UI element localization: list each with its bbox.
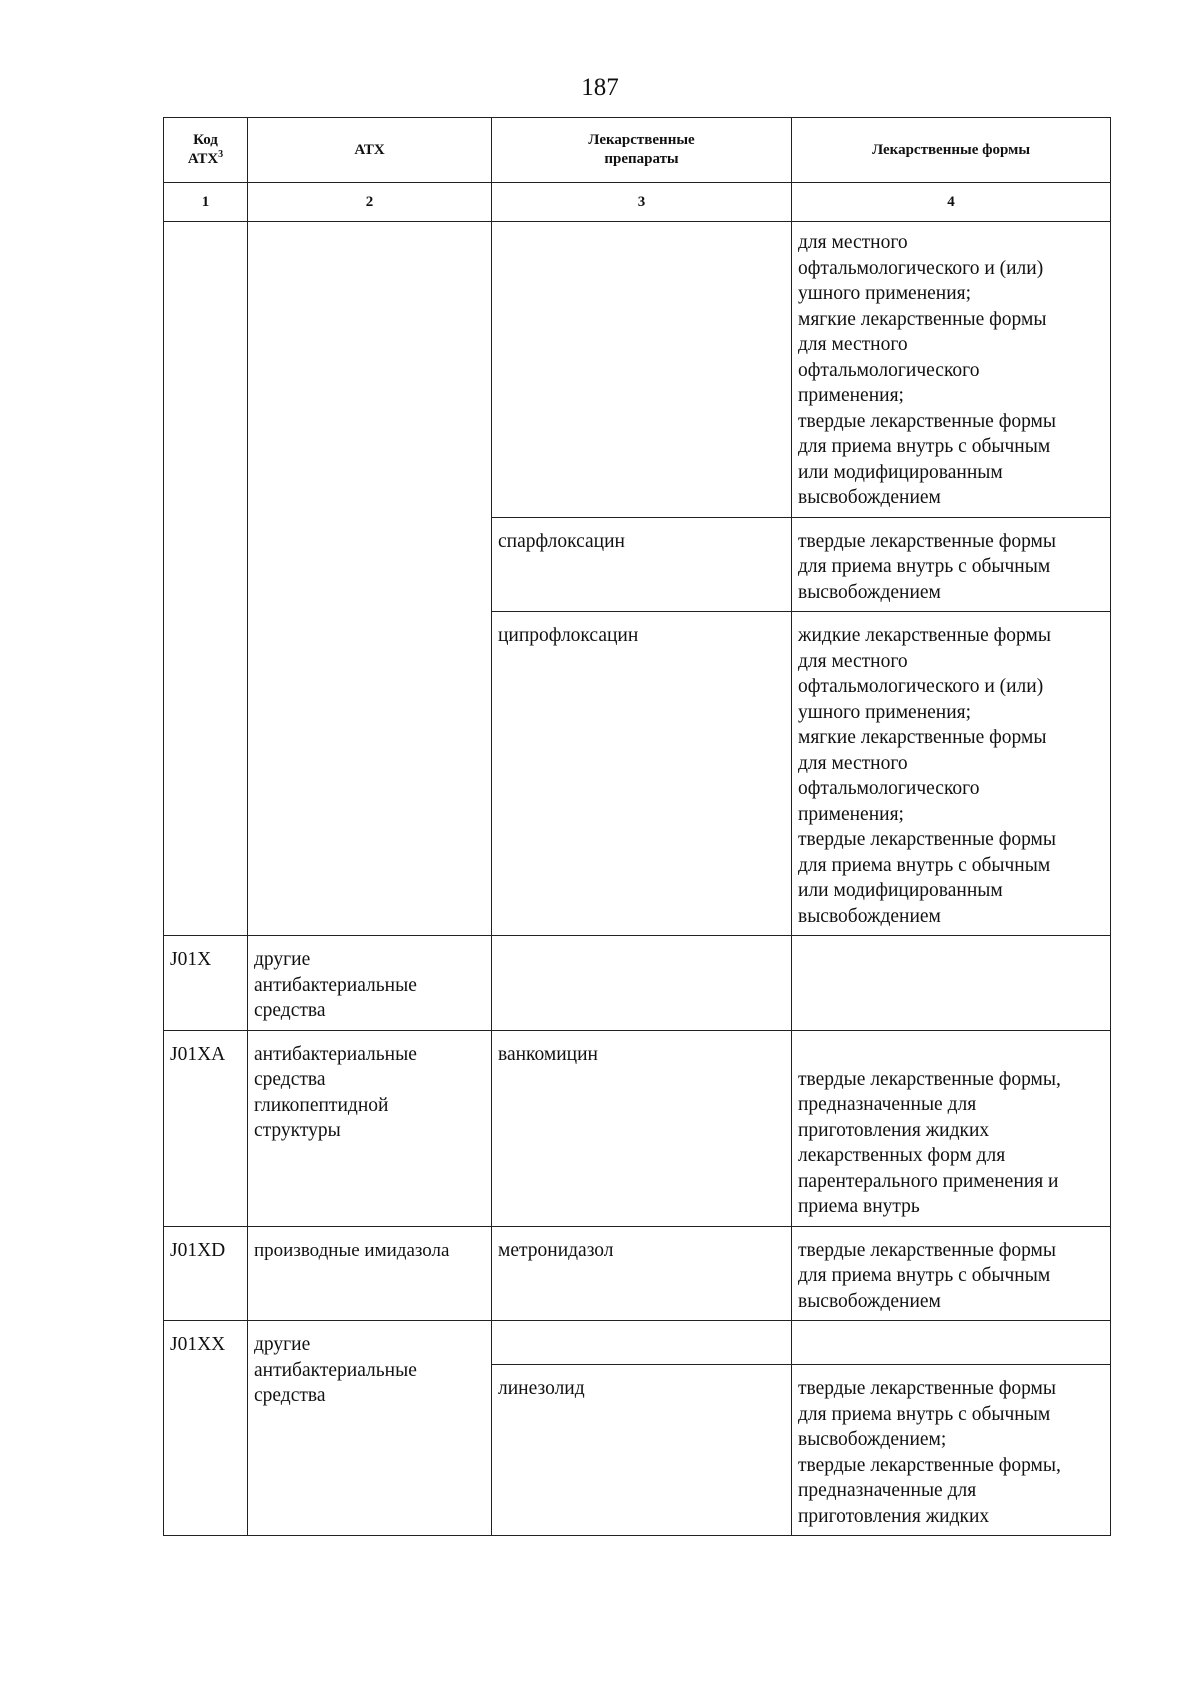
table-row: [164, 936, 1111, 1031]
drug-cell: линезолид: [492, 1365, 792, 1536]
drug-cell: [492, 222, 792, 518]
atx-name-cell: [248, 222, 492, 936]
atx-name-cell: антибактериальные средства гликопептидной структуры: [248, 1030, 492, 1226]
column-number-row: [164, 183, 1111, 222]
drug-cell: спарфлоксацин: [492, 517, 792, 612]
table-row: [164, 1321, 1111, 1365]
table-row: [164, 1226, 1111, 1321]
dosage-forms-cell: твердые лекарственные формы для приема внутрь с обычным высвобождением: [792, 517, 1111, 612]
drug-cell: ванкомицин: [492, 1030, 792, 1226]
atx-name-cell: производные имидазола: [248, 1226, 492, 1321]
atx-code-cell: [164, 222, 248, 936]
header-atx-code: [164, 118, 248, 183]
table-header-row: [164, 118, 1111, 183]
header-atx-code-footnote: 3: [218, 149, 224, 160]
header-drugs: Лекарственные препараты: [492, 118, 792, 183]
drug-cell: [492, 1321, 792, 1365]
dosage-forms-cell: твердые лекарственные формы для приема внутрь с обычным высвобождением; твердые лекарственные формы, предназначенные для приготовления жидких: [792, 1365, 1111, 1536]
atx-code-cell: J01XA: [164, 1030, 248, 1226]
atx-code-cell: J01X: [164, 936, 248, 1031]
header-atx-code-line1: Код: [193, 132, 218, 148]
column-number: 2: [248, 183, 492, 222]
dosage-forms-cell: жидкие лекарственные формы для местного офтальмологического и (или) ушного применения; мягкие лекарственные формы для местного офтальмологического применения; твердые лекарственные формы для приема внутрь с обычным или модифицированным высвобождением: [792, 612, 1111, 936]
atx-code-cell: J01XD: [164, 1226, 248, 1321]
page-number: 187: [581, 74, 619, 101]
atx-name-cell: другие антибактериальные средства: [248, 936, 492, 1031]
atx-drug-table: [163, 117, 1111, 1536]
drug-cell: метронидазол: [492, 1226, 792, 1321]
drug-cell: ципрофлоксацин: [492, 612, 792, 936]
atx-name-cell: другие антибактериальные средства: [248, 1321, 492, 1536]
dosage-forms-cell: для местного офтальмологического и (или) ушного применения; мягкие лекарственные формы для местного офтальмологического применения; твердые лекарственные формы для приема внутрь с обычным или модифицированным высвобождением: [792, 222, 1111, 518]
dosage-forms-cell: [792, 1321, 1111, 1365]
dosage-forms-cell: твердые лекарственные формы, предназначенные для приготовления жидких лекарственных форм для парентерального применения и приема внутрь: [792, 1030, 1111, 1226]
dosage-forms-cell: твердые лекарственные формы для приема внутрь с обычным высвобождением: [792, 1226, 1111, 1321]
column-number: 3: [492, 183, 792, 222]
header-atx: АТХ: [248, 118, 492, 183]
column-number: 1: [164, 183, 248, 222]
column-number: 4: [792, 183, 1111, 222]
dosage-forms-cell: [792, 936, 1111, 1031]
header-atx-code-line2: АТХ: [187, 151, 219, 167]
drug-cell: [492, 936, 792, 1031]
table-row: [164, 222, 1111, 518]
atx-code-cell: J01XX: [164, 1321, 248, 1536]
table-row: [164, 1030, 1111, 1226]
header-dosage-forms: Лекарственные формы: [792, 118, 1111, 183]
